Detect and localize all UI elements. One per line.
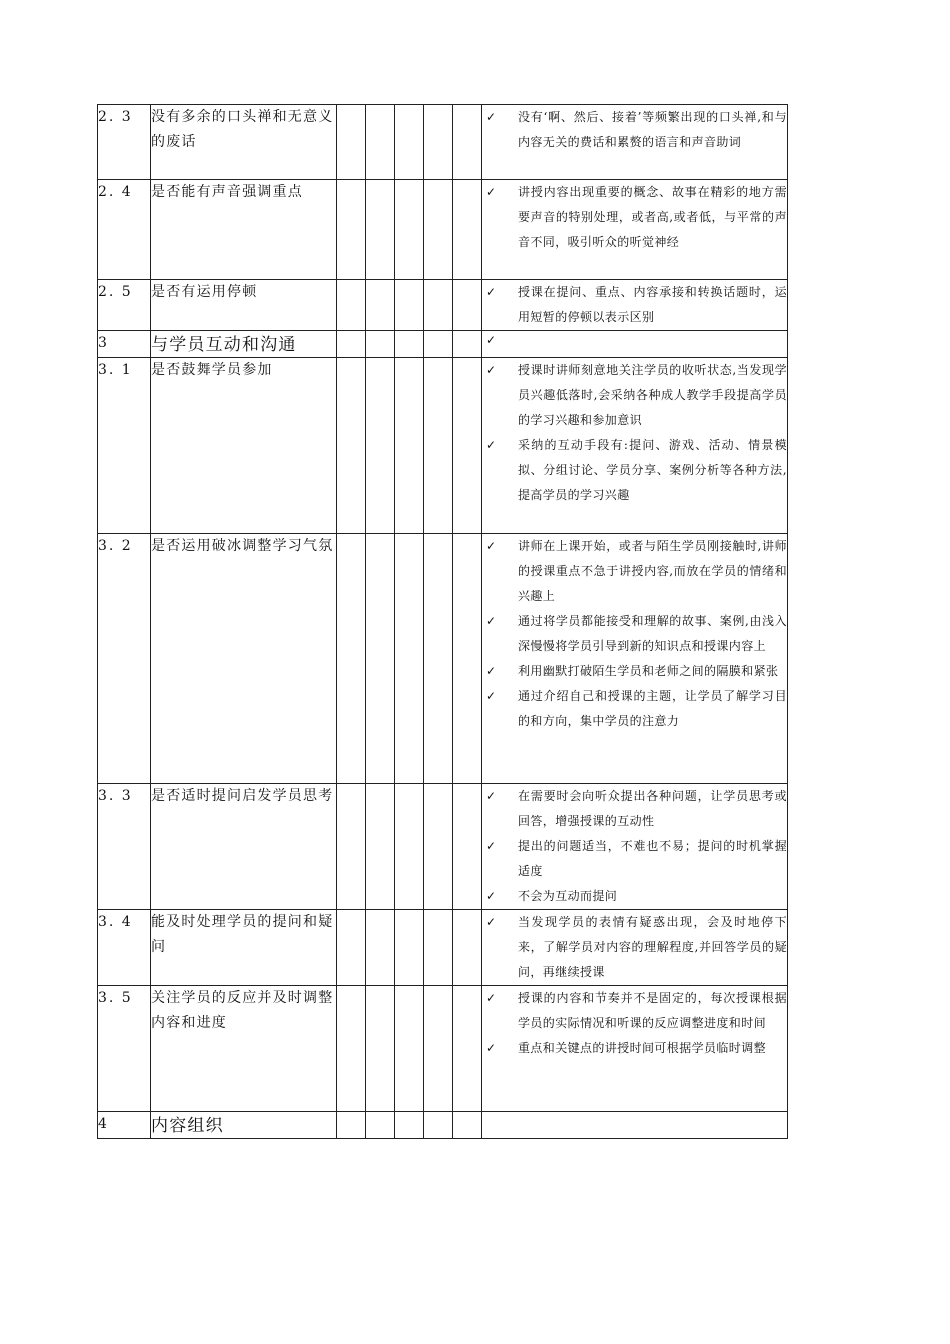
description-text: 通过介绍自己和授课的主题，让学员了解学习目的和方向，集中学员的注意力 xyxy=(518,689,787,728)
description-bullet xyxy=(482,910,787,985)
description-text: 讲师在上课开始，或者与陌生学员刚接触时,讲师的授课重点不急于讲授内容,而放在学员的情绪和兴趣上 xyxy=(518,539,787,603)
check-mark-icon: ✓ xyxy=(486,839,497,853)
description-cell xyxy=(482,910,788,986)
score-cell[interactable] xyxy=(453,910,482,986)
description-text: 授课时讲师刻意地关注学员的收听状态,当发现学员兴趣低落时,会采纳各种成人教学手段提高学员的学习兴趣和参加意识 xyxy=(518,363,787,427)
check-mark-icon: ✓ xyxy=(486,991,497,1005)
description-cell xyxy=(482,986,788,1112)
score-cell[interactable] xyxy=(424,986,453,1112)
table-row xyxy=(98,358,788,534)
description-bullet xyxy=(482,884,787,909)
score-cell[interactable] xyxy=(366,180,395,280)
criterion-text: 是否能有声音强调重点 xyxy=(151,180,337,280)
description-bullet xyxy=(482,331,787,349)
score-cell[interactable] xyxy=(453,534,482,784)
check-mark-icon: ✓ xyxy=(486,689,497,703)
score-cell[interactable] xyxy=(424,180,453,280)
description-text: 不会为互动而提问 xyxy=(518,889,618,903)
table-row xyxy=(98,1112,788,1139)
score-cell[interactable] xyxy=(366,1112,395,1139)
description-cell xyxy=(482,331,788,358)
score-cell[interactable] xyxy=(337,280,366,331)
item-number: 3. 4 xyxy=(98,910,151,986)
description-text: 当发现学员的表情有疑惑出现，会及时地停下来，了解学员对内容的理解程度,并回答学员的疑问，再继续授课 xyxy=(518,915,787,979)
check-mark-icon: ✓ xyxy=(486,185,497,199)
score-cell[interactable] xyxy=(337,180,366,280)
score-cell[interactable] xyxy=(395,331,424,358)
score-cell[interactable] xyxy=(424,280,453,331)
table-body xyxy=(98,105,788,1139)
description-bullet xyxy=(482,105,787,155)
score-cell[interactable] xyxy=(453,331,482,358)
evaluation-table xyxy=(97,104,788,1139)
item-number: 3. 3 xyxy=(98,784,151,910)
item-number: 2. 4 xyxy=(98,180,151,280)
check-mark-icon: ✓ xyxy=(486,363,497,377)
description-text: 提出的问题适当，不难也不易；提问的时机掌握适度 xyxy=(518,839,787,878)
item-number: 3. 1 xyxy=(98,358,151,534)
check-mark-icon: ✓ xyxy=(486,889,497,903)
score-cell[interactable] xyxy=(395,910,424,986)
score-cell[interactable] xyxy=(366,358,395,534)
score-cell[interactable] xyxy=(424,358,453,534)
score-cell[interactable] xyxy=(395,105,424,180)
description-bullet xyxy=(482,659,787,684)
description-text: 讲授内容出现重要的概念、故事在精彩的地方需要声音的特别处理，或者高,或者低，与平常的声音不同，吸引听众的听觉神经 xyxy=(518,185,787,249)
description-bullet xyxy=(482,609,787,659)
score-cell[interactable] xyxy=(337,1112,366,1139)
description-bullet xyxy=(482,358,787,433)
table-row xyxy=(98,331,788,358)
score-cell[interactable] xyxy=(337,331,366,358)
description-bullet xyxy=(482,534,787,609)
description-cell xyxy=(482,784,788,910)
score-cell[interactable] xyxy=(366,534,395,784)
score-cell[interactable] xyxy=(424,331,453,358)
description-cell xyxy=(482,105,788,180)
check-mark-icon: ✓ xyxy=(486,915,497,929)
description-cell xyxy=(482,280,788,331)
check-mark-icon: ✓ xyxy=(486,110,497,124)
score-cell[interactable] xyxy=(453,180,482,280)
description-cell xyxy=(482,534,788,784)
score-cell[interactable] xyxy=(424,1112,453,1139)
description-bullet xyxy=(482,433,787,508)
description-text: 重点和关键点的讲授时间可根据学员临时调整 xyxy=(518,1041,767,1055)
description-text: 授课在提问、重点、内容承接和转换话题时，运用短暂的停顿以表示区别 xyxy=(518,285,787,324)
criterion-text: 是否适时提问启发学员思考 xyxy=(151,784,337,910)
check-mark-icon: ✓ xyxy=(486,789,497,803)
description-bullet xyxy=(482,986,787,1036)
check-mark-icon: ✓ xyxy=(486,614,497,628)
item-number: 3. 2 xyxy=(98,534,151,784)
score-cell[interactable] xyxy=(395,784,424,910)
description-bullet xyxy=(482,834,787,884)
item-number: 4 xyxy=(98,1112,151,1139)
score-cell[interactable] xyxy=(453,358,482,534)
item-number: 3 xyxy=(98,331,151,358)
score-cell[interactable] xyxy=(395,280,424,331)
score-cell[interactable] xyxy=(424,784,453,910)
score-cell[interactable] xyxy=(337,910,366,986)
description-bullet xyxy=(482,1036,787,1061)
table-row xyxy=(98,534,788,784)
score-cell[interactable] xyxy=(395,986,424,1112)
table-row xyxy=(98,280,788,331)
score-cell[interactable] xyxy=(366,986,395,1112)
check-mark-icon: ✓ xyxy=(486,285,497,299)
score-cell[interactable] xyxy=(337,105,366,180)
check-mark-icon: ✓ xyxy=(486,539,497,553)
description-text: 采纳的互动手段有:提问、游戏、活动、情景模拟、分组讨论、学员分享、案例分析等各种方法,提高学员的学习兴趣 xyxy=(518,438,787,502)
check-mark-icon: ✓ xyxy=(486,664,497,678)
description-bullet xyxy=(482,180,787,255)
description-text: 授课的内容和节奏并不是固定的，每次授课根据学员的实际情况和听课的反应调整进度和时间 xyxy=(518,991,787,1030)
score-cell[interactable] xyxy=(337,784,366,910)
table-row xyxy=(98,180,788,280)
score-cell[interactable] xyxy=(424,910,453,986)
score-cell[interactable] xyxy=(366,331,395,358)
score-cell[interactable] xyxy=(366,105,395,180)
score-cell[interactable] xyxy=(337,534,366,784)
description-text: 没有‘啊、然后、接着’等频繁出现的口头禅,和与内容无关的费话和累赘的语言和声音助词 xyxy=(518,110,787,149)
score-cell[interactable] xyxy=(395,358,424,534)
score-cell[interactable] xyxy=(453,784,482,910)
score-cell[interactable] xyxy=(453,986,482,1112)
check-mark-icon: ✓ xyxy=(486,438,497,452)
table-row xyxy=(98,910,788,986)
score-cell[interactable] xyxy=(453,105,482,180)
description-text: 通过将学员都能接受和理解的故事、案例,由浅入深慢慢将学员引导到新的知识点和授课内容上 xyxy=(518,614,787,653)
description-bullet xyxy=(482,280,787,330)
score-cell[interactable] xyxy=(366,280,395,331)
score-cell[interactable] xyxy=(453,280,482,331)
description-bullet xyxy=(482,784,787,834)
description-text: 利用幽默打破陌生学员和老师之间的隔膜和紧张 xyxy=(518,664,779,678)
score-cell[interactable] xyxy=(366,910,395,986)
table-row xyxy=(98,986,788,1112)
score-cell[interactable] xyxy=(424,105,453,180)
check-mark-icon: ✓ xyxy=(486,333,497,347)
score-cell[interactable] xyxy=(337,358,366,534)
score-cell[interactable] xyxy=(366,784,395,910)
score-cell[interactable] xyxy=(337,986,366,1112)
table-row xyxy=(98,105,788,180)
check-mark-icon: ✓ xyxy=(486,1041,497,1055)
criterion-text: 是否有运用停顿 xyxy=(151,280,337,331)
description-cell xyxy=(482,180,788,280)
description-text: 在需要时会向听众提出各种问题，让学员思考或回答，增强授课的互动性 xyxy=(518,789,787,828)
criterion-text: 能及时处理学员的提问和疑问 xyxy=(151,910,337,986)
criterion-text: 关注学员的反应并及时调整内容和进度 xyxy=(151,986,337,1112)
score-cell[interactable] xyxy=(395,1112,424,1139)
description-cell xyxy=(482,358,788,534)
section-heading: 与学员互动和沟通 xyxy=(151,331,337,358)
score-cell[interactable] xyxy=(395,534,424,784)
criterion-text: 是否运用破冰调整学习气氛 xyxy=(151,534,337,784)
description-cell xyxy=(482,1112,788,1139)
score-cell[interactable] xyxy=(395,180,424,280)
criterion-text: 是否鼓舞学员参加 xyxy=(151,358,337,534)
score-cell[interactable] xyxy=(453,1112,482,1139)
table-row xyxy=(98,784,788,910)
score-cell[interactable] xyxy=(424,534,453,784)
item-number: 2. 3 xyxy=(98,105,151,180)
item-number: 2. 5 xyxy=(98,280,151,331)
description-bullet xyxy=(482,684,787,734)
criterion-text: 没有多余的口头禅和无意义的废话 xyxy=(151,105,337,180)
section-heading: 内容组织 xyxy=(151,1112,337,1139)
item-number: 3. 5 xyxy=(98,986,151,1112)
